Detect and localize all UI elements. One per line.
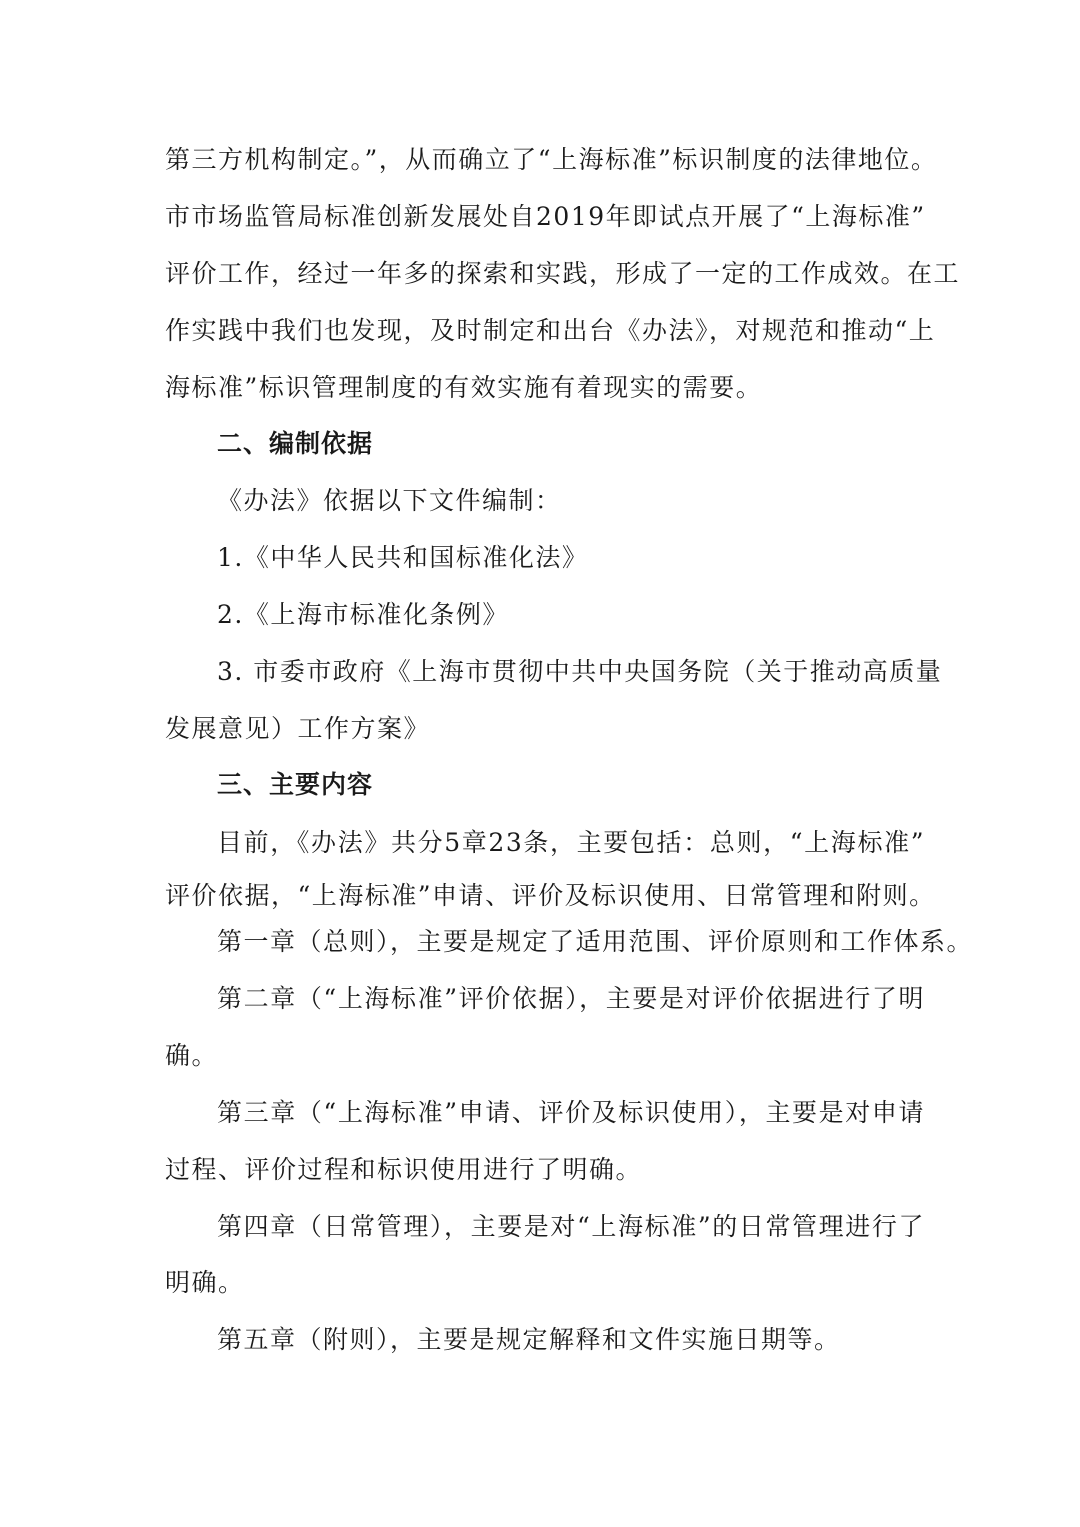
paragraph-line: 海标准”标识管理制度的有效实施有着现实的需要。: [165, 373, 763, 402]
paragraph-line: 第三章（“上海标准”申请、评价及标识使用），主要是对申请: [217, 1098, 925, 1127]
paragraph-line: 第二章（“上海标准”评价依据），主要是对评价依据进行了明: [217, 984, 925, 1013]
section-heading: 二、编制依据: [217, 429, 374, 458]
section-heading: 三、主要内容: [217, 770, 374, 799]
paragraph-line: 市市场监管局标准创新发展处自2019年即试点开展了“上海标准”: [165, 202, 926, 231]
list-item: 2.《上海市标准化条例》: [217, 600, 509, 629]
paragraph-line: 确。: [165, 1041, 219, 1070]
paragraph-line: 第一章（总则），主要是规定了适用范围、评价原则和工作体系。: [217, 927, 974, 956]
paragraph-line: 评价依据，“上海标准”申请、评价及标识使用、日常管理和附则。: [165, 881, 936, 910]
list-item: 3. 市委市政府《上海市贯彻中共中央国务院（关于推动高质量: [217, 657, 943, 686]
paragraph-line: 《办法》依据以下文件编制：: [217, 486, 562, 515]
list-item-continuation: 发展意见）工作方案》: [165, 714, 431, 743]
paragraph-line: 目前，《办法》共分5章23条，主要包括：总则，“上海标准”: [217, 828, 925, 857]
list-item: 1.《中华人民共和国标准化法》: [217, 543, 589, 572]
paragraph-line: 第四章（日常管理），主要是对“上海标准”的日常管理进行了: [217, 1212, 925, 1241]
paragraph-line: 过程、评价过程和标识使用进行了明确。: [165, 1155, 643, 1184]
paragraph-line: 第五章（附则），主要是规定解释和文件实施日期等。: [217, 1325, 841, 1354]
paragraph-line: 第三方机构制定。”，从而确立了“上海标准”标识制度的法律地位。: [165, 145, 938, 174]
paragraph-line: 作实践中我们也发现，及时制定和出台《办法》，对规范和推动“上: [165, 316, 936, 345]
paragraph-line: 评价工作，经过一年多的探索和实践，形成了一定的工作成效。在工: [165, 259, 961, 288]
paragraph-line: 明确。: [165, 1268, 245, 1297]
